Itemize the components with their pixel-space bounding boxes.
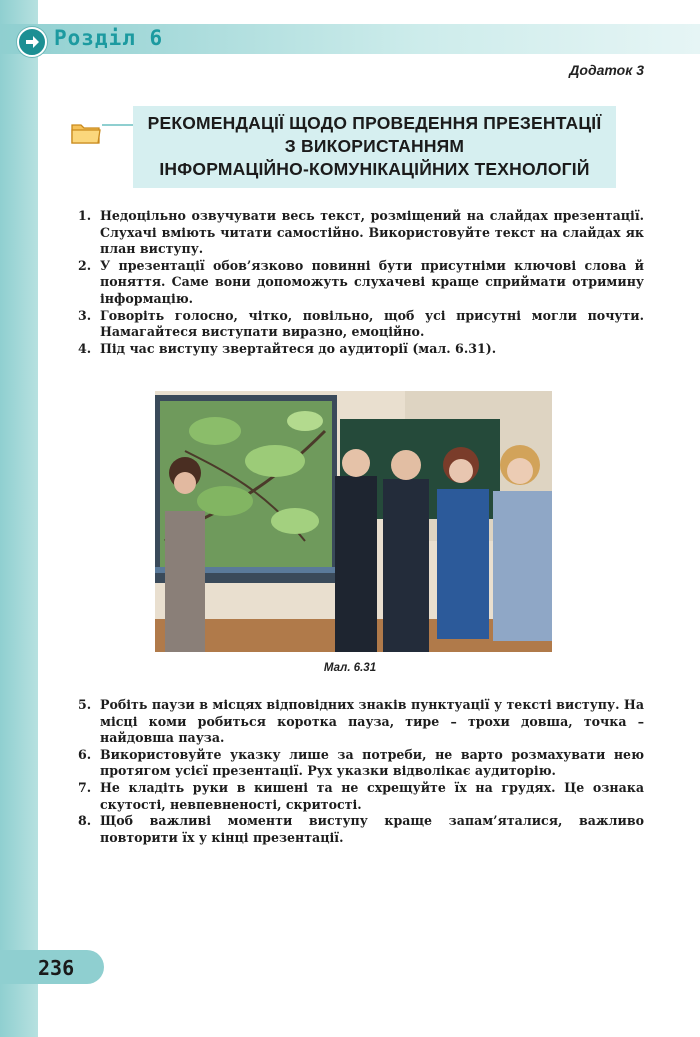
list-item [78,747,644,780]
photo-illustration [155,391,552,652]
item-text: Недоцільно озвучувати весь текст, розміщений на слайдах презентації. Слухачі вміють читати самостійно. Використовуйте текст на слайдах як план виступу. [100,208,644,257]
list-item [78,780,644,813]
list-item [78,341,644,358]
arrow-right-icon [22,32,42,52]
item-text: Робіть паузи в місцях відповідних знаків пунктуації у тексті виступу. На місці коми робиться коротка пауза, тире – трохи довша, точка – найдовша пауза. [100,697,644,746]
heading-line-2: З ВИКОРИСТАННЯМ [284,136,465,156]
heading-line-1: РЕКОМЕНДАЦІЇ ЩОДО ПРОВЕДЕННЯ ПРЕЗЕНТАЦІЇ [147,113,602,133]
item-text: Використовуйте указку лише за потреби, не варто розмахувати нею протягом усієї презентації. Рух указки відволікає аудиторію. [100,746,644,779]
page-number: 236 [38,956,75,980]
chapter-title: Розділ 6 [54,26,164,50]
item-number: 7. [78,779,92,795]
heading-connector-line [102,124,134,126]
item-text: Не кладіть руки в кишені та не схрещуйте їх на грудях. Це ознака скутості, невпевненості, скритості. [100,779,644,812]
item-number: 8. [78,813,92,829]
item-text: Щоб важливі моменти виступу краще запам’яталися, важливо повторити їх у кінці презентації. [100,813,644,845]
list-item [78,697,644,747]
heading-line-3: ІНФОРМАЦІЙНО-КОМУНІКАЦІЙНИХ ТЕХНОЛОГІЙ [159,159,590,179]
recommendations-list-1 [78,208,644,357]
list-item [78,258,644,308]
recommendations-list-2 [78,697,644,846]
item-text: Під час виступу звертайтеся до аудиторії (мал. 6.31). [100,340,497,356]
item-number: 6. [78,746,92,762]
item-text: У презентації обов’язково повинні бути присутніми ключові слова й поняття. Саме вони допоможуть слухачеві краще сприймати отримину інформацію. [100,257,644,306]
item-number: 5. [78,697,92,712]
chapter-arrow-badge [17,27,47,57]
presentation-photo [155,391,552,652]
list-item [78,208,644,258]
folder-icon [70,120,102,146]
addendum-label: Додаток 3 [569,62,644,78]
list-item [78,813,644,846]
figure-caption: Мал. 6.31 [323,662,377,674]
item-number: 3. [78,307,92,323]
item-number: 1. [78,208,92,223]
side-decor-strip [0,0,38,1037]
section-heading [133,106,616,191]
item-number: 2. [78,257,92,273]
item-text: Говоріть голосно, чітко, повільно, щоб усі присутні могли почути. Намагайтеся виступати виразно, емоційно. [100,307,644,340]
item-number: 4. [78,340,92,356]
list-item [78,308,644,341]
